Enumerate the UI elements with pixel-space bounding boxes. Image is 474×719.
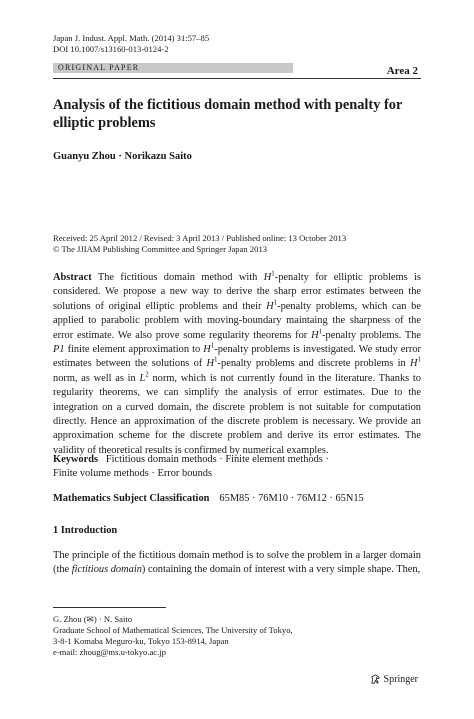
keywords-line1: Fictitious domain methods · Finite element methods ·: [105, 454, 329, 465]
header-divider: [53, 78, 421, 79]
msc-codes: 65M85 · 76M10 · 76M12 · 65N15: [219, 493, 364, 504]
keywords-line2: Finite volume methods · Error bounds: [53, 468, 213, 480]
publisher-name: Springer: [383, 674, 418, 685]
author-affiliation: [53, 614, 293, 658]
doi: DOI 10.1007/s13160-013-0124-2: [53, 44, 169, 54]
affiliation-email: e-mail: zhoug@ms.u-tokyo.ac.jp: [53, 647, 166, 657]
keywords: [53, 453, 421, 482]
paper-title: Analysis of the fictitious domain method with penalty for elliptic problems: [53, 97, 403, 131]
springer-horse-icon: [370, 674, 381, 685]
abstract-heading: Abstract: [53, 272, 92, 283]
journal-meta: [53, 33, 209, 55]
keywords-heading: Keywords: [53, 454, 99, 465]
area-label: Area 2: [386, 65, 418, 77]
dates-line: Received: 25 April 2012 / Revised: 3 April 2013 / Published online: 13 October 2013: [53, 233, 347, 243]
intro-paragraph: The principle of the fictitious domain method is to solve the problem in a larger domain (the fictitious domain) containing the domain of interest with a very simple shape. Then,: [53, 550, 421, 576]
msc-heading: Mathematics Subject Classification: [53, 493, 210, 504]
journal-citation: Japan J. Indust. Appl. Math. (2014) 31:57–85: [53, 33, 210, 43]
affiliation-names: G. Zhou (✉) · N. Saito: [53, 614, 133, 624]
footnote-divider: [53, 607, 166, 608]
publisher-logo: [370, 674, 418, 685]
copyright-line: © The JJIAM Publishing Committee and Springer Japan 2013: [53, 244, 268, 254]
msc-classification: [53, 492, 421, 506]
abstract: Abstract The fictitious domain method with $H^1$-penalty for elliptic problems is considered. We propose a new way to derive the sharp error estimates between the solutions of original elliptic problems and their $H^1$-penalty problems, which can be applied to parabolic problem with moving-boundary maintaing the sharpness of the error estimate. We also prove some regularity theorems for $H^1$-penalty problems. The P1 finite element approximation to $H^1$-penalty problems is investigated. We study error estimates between the solutions of $H^1$-penalty problems and discrete problems in $H^1$ norm, as well as in $L^2$ norm, which is not currently found in the literature. Thanks to regularity theorems, we can simplify the analysis of error estimates. Due to the integration on a curved domain, the discrete problem is not suitable for computation directly. Hence an approximation of the discrete problem is necessary. We provide an approximation scheme for the discrete problem and derive its error estimates. The validity of theoretical results is confirmed by numerical examples.: [53, 269, 421, 456]
section-heading: 1 Introduction: [53, 525, 118, 536]
affiliation-address: 3-8-1 Komaba Meguro-ku, Tokyo 153-8914, Japan: [53, 636, 229, 646]
authors: Guanyu Zhou · Norikazu Saito: [53, 151, 192, 162]
affiliation-school: Graduate School of Mathematical Sciences, The University of Tokyo,: [53, 625, 293, 635]
article-type-label: ORIGINAL PAPER: [58, 63, 140, 72]
publication-dates: [53, 233, 346, 255]
